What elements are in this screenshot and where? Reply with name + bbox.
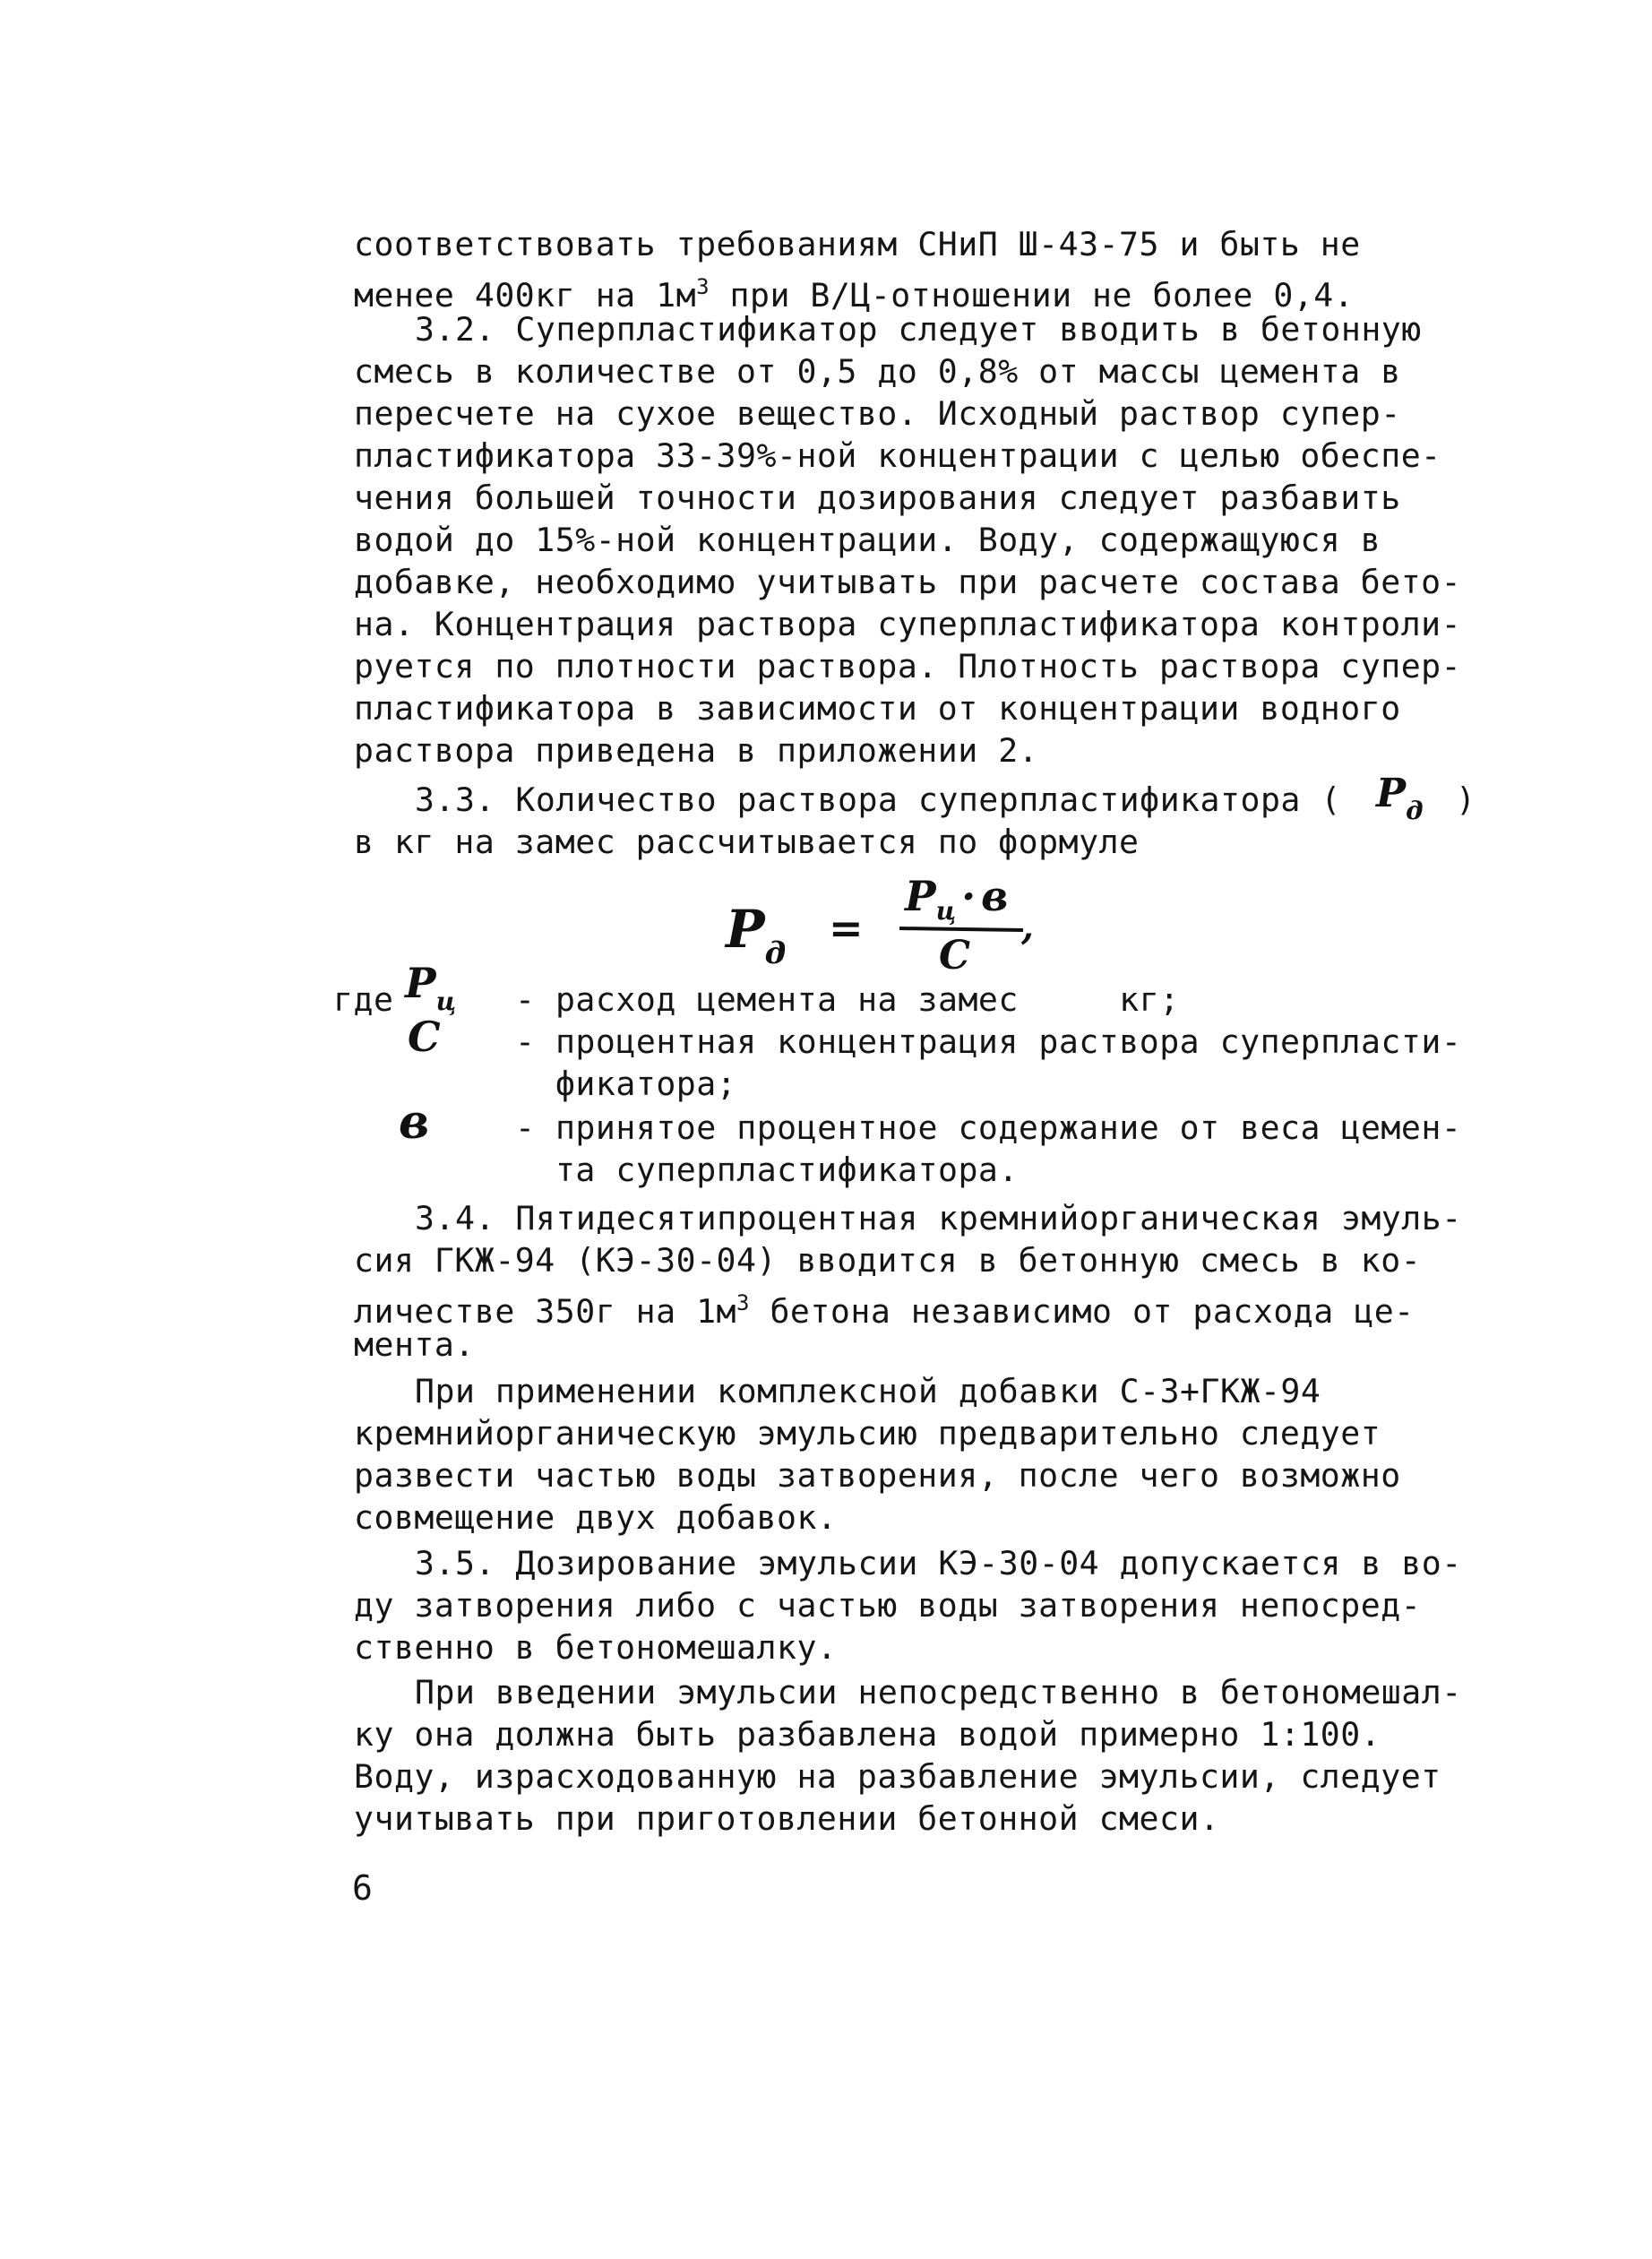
legend-item: - расход цемента на замес кг; — [515, 980, 1180, 1019]
text-line: сия ГКЖ-94 (КЭ-30-04) вводится в бетонную смесь в ко- — [354, 1241, 1422, 1280]
fraction-bar — [898, 926, 1032, 933]
text-line: смесь в количестве от 0,5 до 0,8% от массы цемента в — [354, 352, 1401, 391]
text-line: раствора приведена в приложении 2. — [354, 731, 1039, 770]
superscript: 3 — [736, 1290, 750, 1315]
text-line: совмещение двух добавок. — [354, 1498, 838, 1537]
page-number: 6 — [352, 1868, 373, 1908]
text-fragment: менее 400кг на 1м — [354, 276, 697, 315]
text-line: в кг на замес рассчитывается по формуле — [354, 823, 1140, 861]
formula-comma: , — [1021, 906, 1034, 948]
legend-symbol-pc: $Р_ц$ — [405, 959, 457, 1016]
legend-symbol-c: С — [408, 1013, 441, 1061]
where-label: где — [333, 980, 394, 1019]
text-line: водой до 15%-ной концентрации. Воду, содержащуюся в — [354, 521, 1381, 559]
closing-paren: ) — [1456, 780, 1476, 819]
legend-symbol-b: в — [399, 1095, 430, 1150]
text-line: руется по плотности раствора. Плотность раствора супер- — [354, 647, 1462, 685]
legend-item-continuation: та суперпластификатора. — [515, 1151, 1019, 1189]
legend-item-continuation: фикатора; — [515, 1065, 737, 1103]
section-heading-3-4: 3.4. Пятидесятипроцентная кремнийорганическая эмуль- — [415, 1199, 1462, 1237]
section-heading-3-5: 3.5. Дозирование эмульсии КЭ-30-04 допускается в во- — [415, 1544, 1462, 1582]
text-line: Воду, израсходованную на разбавление эмульсии, следует — [354, 1757, 1441, 1796]
text-line: пересчете на сухое вещество. Исходный раствор супер- — [354, 394, 1401, 433]
formula-equals: = — [829, 904, 864, 953]
text-line: пластификатора 33-39%-ной концентрации с целью обеспе- — [354, 436, 1441, 475]
symbol-pd: $Р_д$ — [1376, 771, 1424, 825]
text-fragment: личестве 350г на 1м — [354, 1292, 737, 1331]
legend-item: - принятое процентное содержание от веса цемен- — [515, 1108, 1462, 1147]
text-line: кремнийорганическую эмульсию предварительно следует — [354, 1414, 1381, 1453]
text-line: При применении комплексной добавки С-3+ГКЖ-94 — [415, 1372, 1321, 1410]
section-heading-3-2: 3.2. Суперпластификатор следует вводить в бетонную — [415, 310, 1422, 349]
text-line: ду затворения либо с частью воды затворения непосред- — [354, 1586, 1422, 1625]
text-line: на. Концентрация раствора суперпластификатора контроли- — [354, 605, 1462, 643]
text-fragment: при В/Ц-отношении не более 0,4. — [710, 276, 1355, 315]
text-line: мента. — [354, 1325, 475, 1364]
section-heading-3-3: 3.3. Количество раствора суперпластификатора ( — [415, 780, 1341, 819]
formula-left: $Р_д$ — [726, 899, 787, 971]
text-line: чения большей точности дозирования следует разбавить — [354, 479, 1401, 517]
text-line: пластификатора в зависимости от концентрации водного — [354, 689, 1401, 728]
text-line: При введении эмульсии непосредственно в бетономешал- — [415, 1673, 1462, 1711]
text-line: ку она должна быть разбавлена водой примерно 1:100. — [354, 1715, 1381, 1754]
text-line: учитывать при приготовлении бетонной смеси. — [354, 1799, 1220, 1838]
legend-item: - процентная концентрация раствора суперпласти- — [515, 1022, 1462, 1061]
formula — [726, 872, 1084, 981]
text-line: ственно в бетономешалку. — [354, 1628, 838, 1667]
text-fragment: бетона независимо от расхода це- — [749, 1292, 1415, 1331]
formula-denominator: С — [939, 933, 971, 979]
text-line: соответствовать требованиям СНиП Ш-43-75 и быть не — [354, 225, 1361, 263]
text-line: добавке, необходимо учитывать при расчете состава бето- — [354, 563, 1462, 601]
text-line — [354, 1282, 1415, 1332]
formula-numerator: $Р_ц \cdot в$ — [905, 872, 1009, 926]
text-line: развести частью воды затворения, после чего возможно — [354, 1456, 1401, 1495]
superscript: 3 — [696, 274, 710, 299]
